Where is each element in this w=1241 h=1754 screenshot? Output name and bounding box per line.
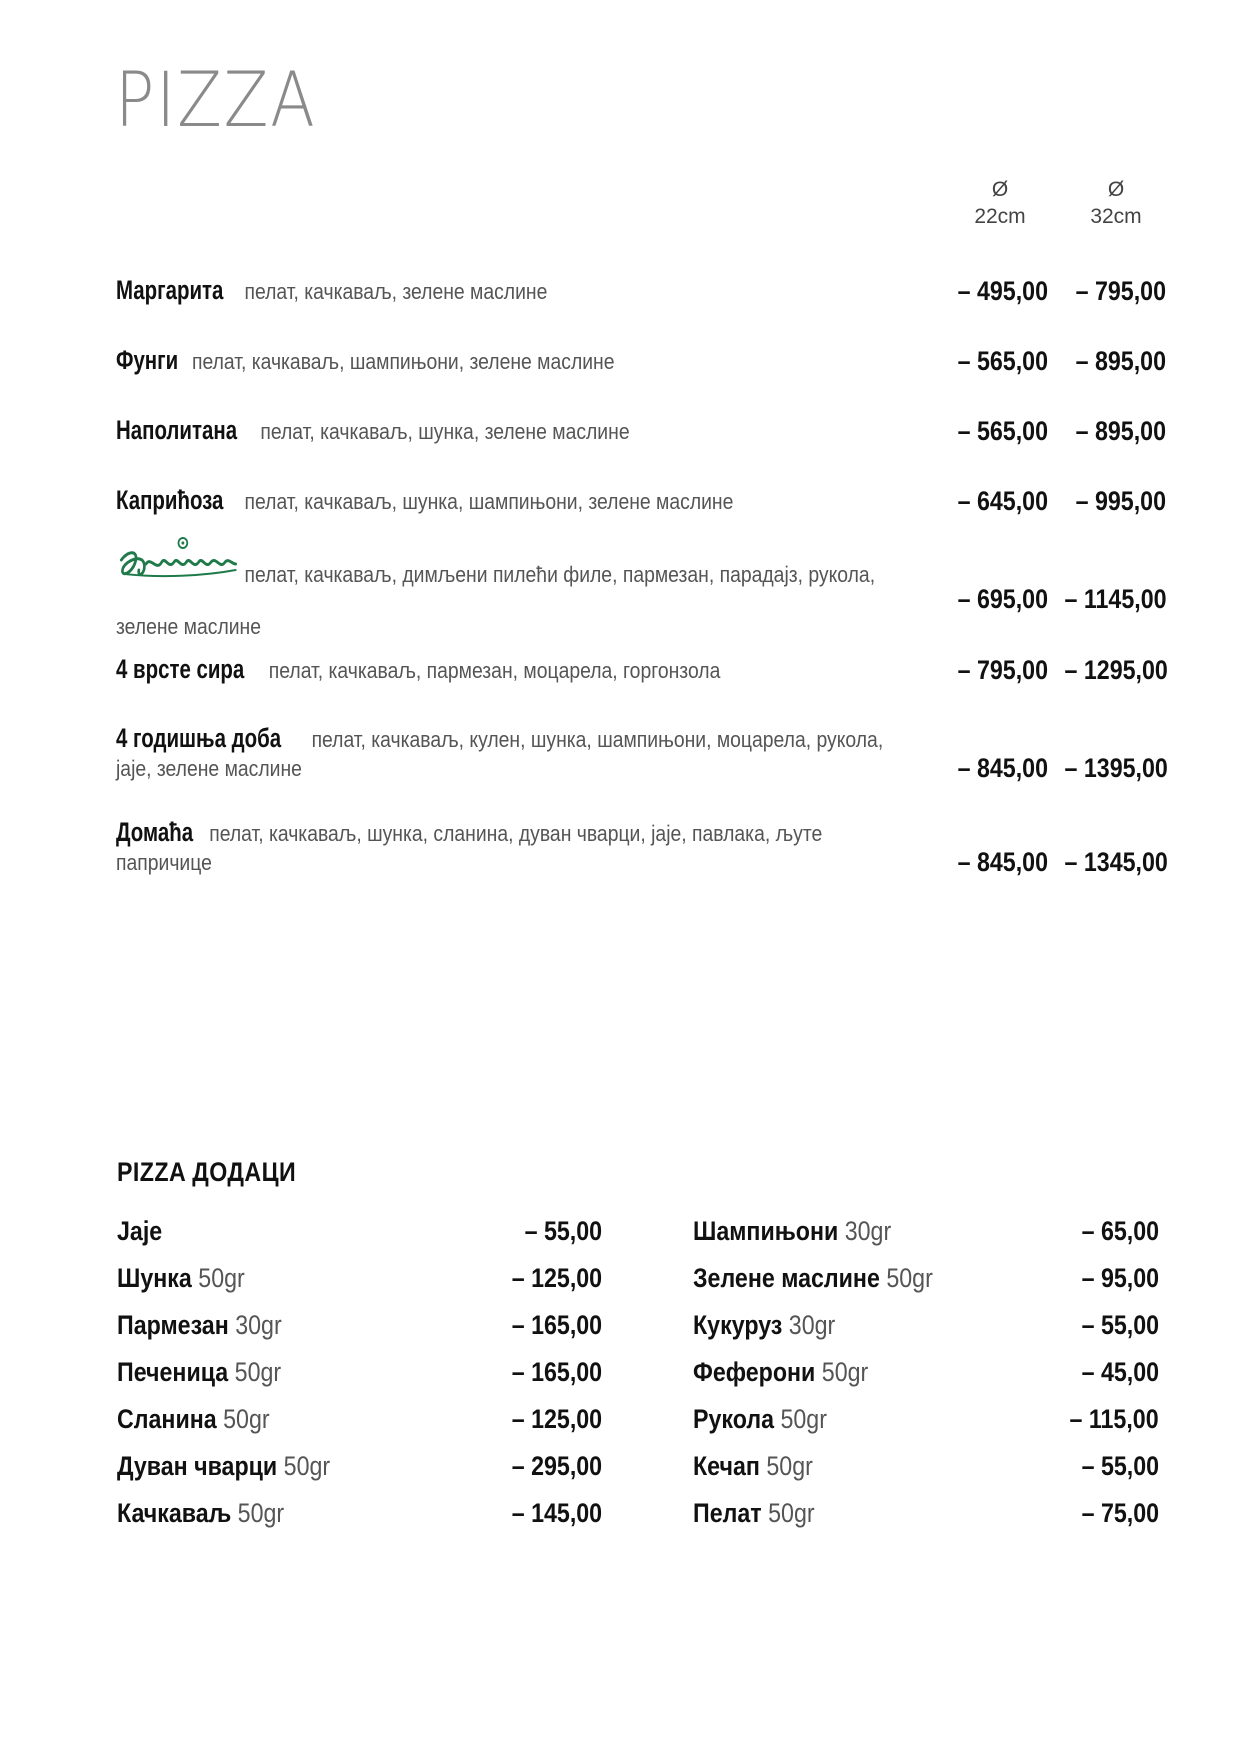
addon-name: Кукуруз [693, 1309, 783, 1340]
addon-name: Дуван чварци [117, 1450, 278, 1481]
pizza-item [116, 534, 1167, 639]
addon-name: Сланина [117, 1403, 217, 1434]
size-header-small [955, 176, 1045, 230]
addon-quantity: 50gr [223, 1403, 270, 1434]
addon-quantity: 50gr [886, 1262, 933, 1293]
addon-quantity: 50gr [780, 1403, 827, 1434]
price-22cm: – 845,00 [957, 847, 1048, 877]
addon-price: – 55,00 [524, 1215, 602, 1246]
addon-label [693, 1216, 891, 1247]
addon-quantity: 30gr [844, 1215, 892, 1246]
pizza-description: пелат, качкаваљ, шунка, шампињони, зелене маслине [244, 489, 734, 514]
pizza-name: Наполитана [116, 415, 238, 445]
pizza-description: пелат, качкаваљ, кулен, шунка, шампињони, моцарела, рукола, јаје, зелене маслине [116, 727, 884, 781]
pizza-item [116, 724, 1166, 783]
addon-item [117, 1214, 602, 1248]
addon-quantity: 50gr [237, 1497, 285, 1528]
addon-quantity: 50gr [198, 1262, 245, 1293]
pizza-item [116, 416, 1166, 446]
price-32cm: – 1295,00 [1064, 655, 1168, 685]
addon-name: Шампињони [693, 1215, 839, 1246]
addon-name: Пармезан [117, 1309, 229, 1340]
addon-quantity: 50gr [821, 1356, 869, 1387]
addon-quantity: 30gr [235, 1309, 282, 1340]
addon-price: – 45,00 [1081, 1356, 1159, 1387]
pizza-name: Каприћоза [116, 485, 224, 515]
addon-item [693, 1496, 1159, 1530]
pizza-name: Фунги [116, 345, 179, 375]
addon-name: Зелене маслине [693, 1262, 880, 1293]
price-32cm: – 995,00 [1075, 486, 1166, 516]
addon-label [693, 1263, 933, 1294]
addon-item [117, 1355, 602, 1389]
addon-item [117, 1402, 602, 1436]
price-32cm: – 1395,00 [1064, 753, 1168, 783]
addon-name: Качкаваљ [117, 1497, 232, 1528]
addon-item [693, 1402, 1159, 1436]
pizza-item [116, 276, 1166, 306]
addon-quantity: 50gr [768, 1497, 815, 1528]
addon-item [693, 1261, 1159, 1295]
addon-price: – 125,00 [511, 1403, 602, 1434]
zvorniste-logo-icon [116, 534, 239, 586]
pizza-item [116, 346, 1166, 376]
pizza-name: 4 годишња доба [116, 723, 282, 753]
addon-label [117, 1404, 270, 1435]
addon-label [117, 1216, 162, 1247]
addon-quantity: 50gr [283, 1450, 331, 1481]
size-label: 32cm [1090, 205, 1142, 228]
addon-name: Шунка [117, 1262, 192, 1293]
page-title: PIZZA [115, 55, 317, 144]
addon-item [117, 1449, 602, 1483]
pizza-name: Домаћа [116, 817, 194, 847]
addon-name: Печеница [117, 1356, 229, 1387]
addon-item [693, 1308, 1159, 1342]
pizza-description: пелат, качкаваљ, пармезан, моцарела, горгонзола [268, 658, 721, 683]
pizza-item [116, 486, 1166, 516]
price-22cm: – 565,00 [957, 416, 1048, 446]
addon-price: – 165,00 [511, 1309, 602, 1340]
price-22cm: – 795,00 [957, 655, 1048, 685]
addon-label [693, 1404, 827, 1435]
addon-price: – 115,00 [1069, 1403, 1159, 1434]
pizza-item [116, 655, 1166, 685]
price-32cm: – 895,00 [1075, 346, 1166, 376]
price-32cm: – 795,00 [1075, 276, 1166, 306]
addon-item [117, 1308, 602, 1342]
price-22cm: – 565,00 [957, 346, 1048, 376]
addon-item [693, 1214, 1159, 1248]
addon-name: Јаје [117, 1215, 163, 1246]
pizza-description: пелат, качкаваљ, шунка, сланина, дуван чварци, јаје, павлака, љуте папричице [116, 821, 823, 875]
addon-quantity: 30gr [788, 1309, 836, 1340]
addon-price: – 95,00 [1081, 1262, 1159, 1293]
pizza-name: Маргарита [116, 275, 224, 305]
price-32cm: – 895,00 [1075, 416, 1166, 446]
pizza-description: пелат, качкаваљ, зелене маслине [244, 279, 548, 304]
diameter-symbol: Ø [991, 178, 1009, 201]
pizza-description: пелат, качкаваљ, шампињони, зелене маслине [191, 349, 615, 374]
addon-quantity: 50gr [766, 1450, 813, 1481]
addon-name: Рукола [693, 1403, 774, 1434]
price-32cm: – 1145,00 [1064, 584, 1167, 614]
addon-name: Пелат [693, 1497, 762, 1528]
size-header-large [1071, 176, 1161, 230]
addon-label [117, 1357, 281, 1388]
addon-price: – 55,00 [1081, 1450, 1159, 1481]
addon-price: – 125,00 [511, 1262, 602, 1293]
addon-price: – 145,00 [511, 1497, 602, 1528]
addon-label [693, 1498, 815, 1529]
addon-name: Феферони [693, 1356, 816, 1387]
addon-label [117, 1498, 284, 1529]
pizza-description: пелат, качкаваљ, димљени пилећи филе, пармезан, парадајз, рукола, зелене маслине [116, 562, 876, 639]
price-22cm: – 495,00 [957, 276, 1048, 306]
addons-title: PIZZA ДОДАЦИ [117, 1157, 297, 1187]
addon-label [117, 1263, 245, 1294]
addon-price: – 165,00 [511, 1356, 602, 1387]
addon-label [693, 1357, 868, 1388]
price-22cm: – 695,00 [957, 584, 1048, 614]
addon-price: – 65,00 [1081, 1215, 1159, 1246]
addon-quantity: 50gr [234, 1356, 282, 1387]
addon-label [693, 1310, 835, 1341]
pizza-item [116, 818, 1166, 877]
diameter-symbol: Ø [1107, 178, 1125, 201]
pizza-description: пелат, качкаваљ, шунка, зелене маслине [260, 419, 630, 444]
addon-label [117, 1451, 330, 1482]
addon-price: – 295,00 [511, 1450, 602, 1481]
addon-name: Кечап [693, 1450, 760, 1481]
addon-price: – 55,00 [1081, 1309, 1159, 1340]
price-32cm: – 1345,00 [1064, 847, 1168, 877]
price-22cm: – 845,00 [957, 753, 1048, 783]
addon-item [693, 1355, 1159, 1389]
addon-item [117, 1261, 602, 1295]
addon-item [117, 1496, 602, 1530]
addon-label [693, 1451, 813, 1482]
pizza-name: 4 врсте сира [116, 654, 245, 684]
size-label: 22cm [974, 205, 1026, 228]
addon-label [117, 1310, 282, 1341]
addon-price: – 75,00 [1081, 1497, 1159, 1528]
addon-item [693, 1449, 1159, 1483]
price-22cm: – 645,00 [957, 486, 1048, 516]
